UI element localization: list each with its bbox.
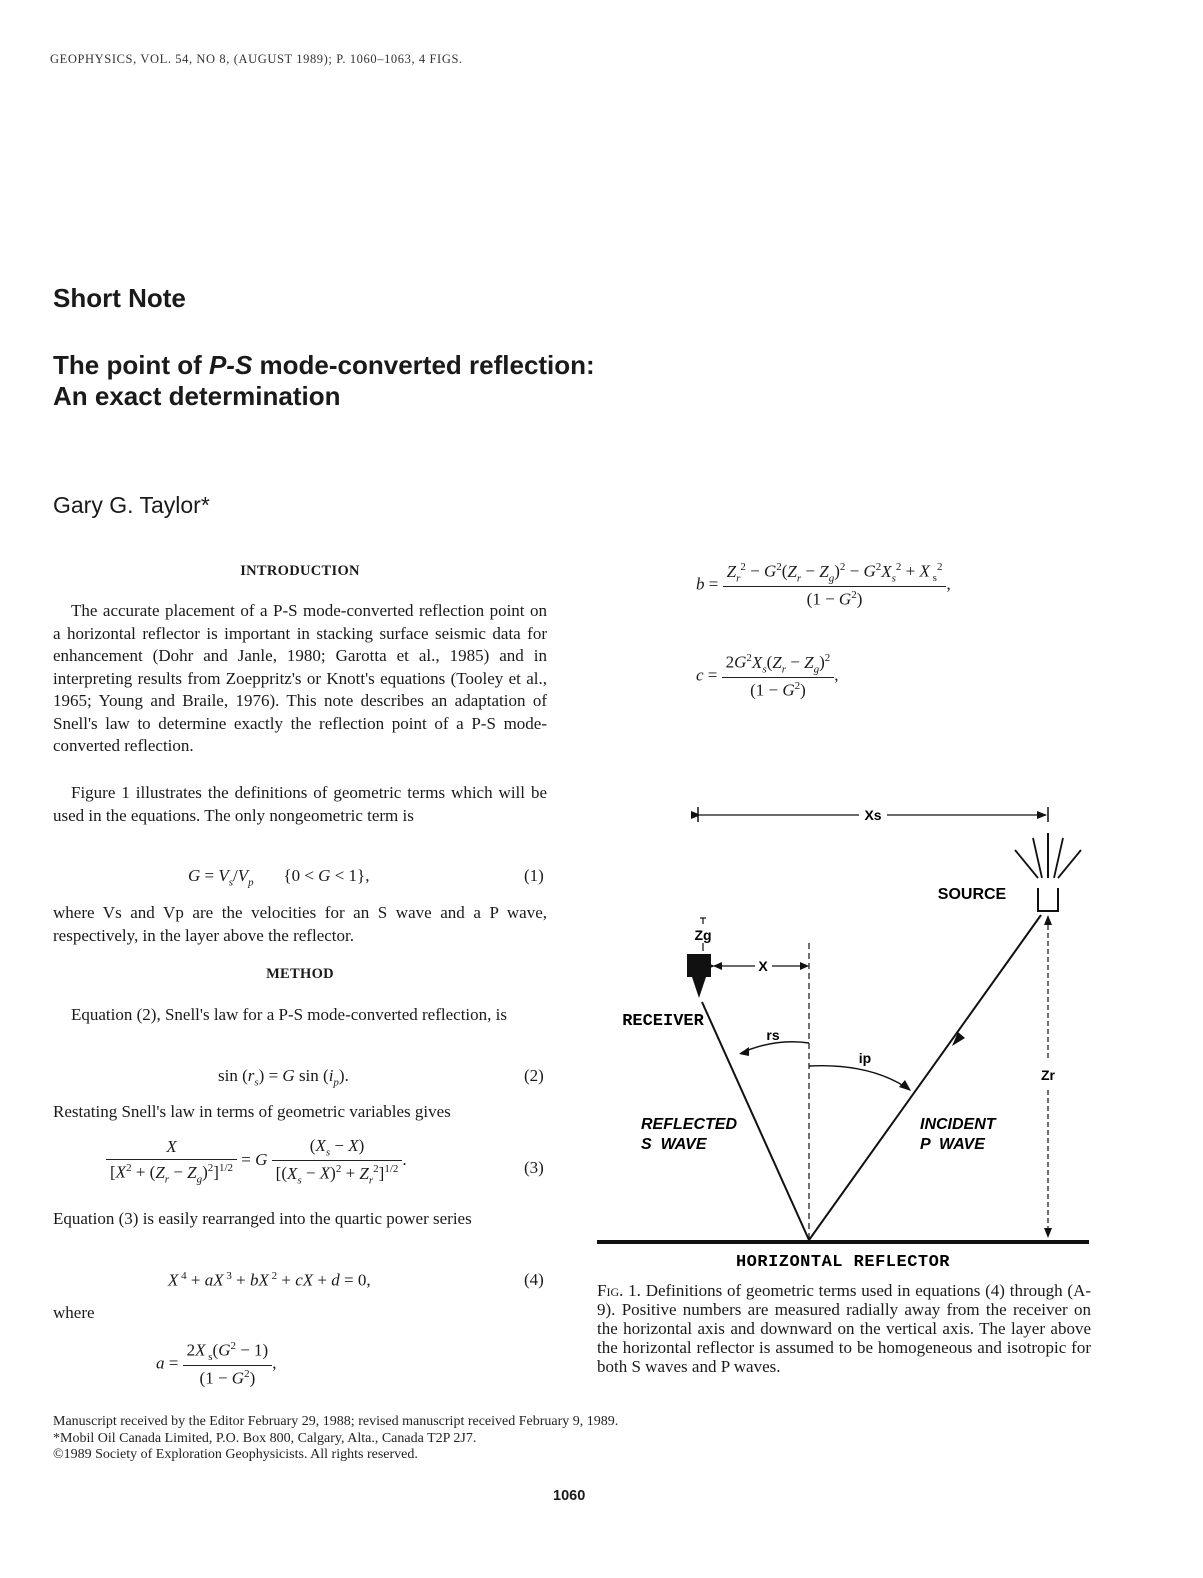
paragraph-text: Restating Snell's law in terms of geometric variables gives <box>53 1102 451 1121</box>
journal-header: GEOPHYSICS, VOL. 54, NO 8, (AUGUST 1989); P. 1060–1063, 4 FIGS. <box>50 52 463 66</box>
intro-paragraph-1 <box>53 600 547 755</box>
zr-label: Zr <box>1041 1067 1055 1083</box>
author: Gary G. Taylor* <box>53 492 210 518</box>
zg-label: Zg <box>694 927 712 943</box>
source-icon <box>1015 833 1081 911</box>
xs-label: Xs <box>864 807 882 823</box>
reflected-label-2: S WAVE <box>641 1136 707 1153</box>
equation-3-number: (3) <box>524 1158 544 1177</box>
ip-label: ip <box>858 1050 872 1066</box>
paragraph-text: The accurate placement of a P-S mode-converted reflection point on a horizontal reflector is important in stacking surface seismic data for enhancement (Dohr and Janle, 1980; Garotta et al., 1985) and in interpreting results from Zoeppritz's or Knott's equations (Tooley et al., 1965; Young and Braile, 1976). This note describes an adaptation of Snell's law to determine exactly the reflection point of a P-S mode-converted reflection. <box>53 601 547 755</box>
xs-dimension <box>698 807 1048 823</box>
equation-a: a = $\frac{2X _s(G^2 - 1)}{(1 - G^2)}$ , <box>156 1340 277 1388</box>
reflector-label: HORIZONTAL REFLECTOR <box>735 1253 951 1272</box>
horizontal-reflector-line <box>597 1240 1089 1244</box>
caption-label: Fig. 1. <box>597 1281 641 1300</box>
article-title <box>53 350 595 412</box>
equation-b: b = $\frac{Z_r^2 - G^2(Z_r - Z_g)^2 - G^2X_s^2 + X _s^2}{(1 - G^2)}$ , <box>696 561 951 609</box>
reflected-label-1: REFLECTED <box>641 1116 737 1133</box>
equation-2-number: (2) <box>524 1066 544 1085</box>
figure-caption <box>597 1281 1091 1376</box>
x-label: X <box>758 958 768 974</box>
incident-label-1: INCIDENT <box>920 1116 996 1133</box>
page-number: 1060 <box>553 1488 586 1504</box>
rs-label: rs <box>766 1027 780 1043</box>
equation-1-number: (1) <box>524 866 544 885</box>
title-part: The point of <box>53 350 209 380</box>
receiver-label: RECEIVER <box>622 1012 704 1031</box>
paragraph-text: Equation (2), Snell's law for a P-S mode-converted reflection, is <box>71 1005 507 1024</box>
introduction-heading: INTRODUCTION <box>240 563 360 579</box>
ip-arc <box>809 1066 907 1088</box>
incident-p-ray <box>809 915 1041 1240</box>
paragraph-text: Equation (3) is easily rearranged into the quartic power series <box>53 1209 472 1228</box>
equation-4-number: (4) <box>524 1270 544 1289</box>
footnote-line: ©1989 Society of Exploration Geophysicists. All rights reserved. <box>53 1447 418 1462</box>
intro-paragraph-2 <box>53 782 547 827</box>
x-dimension <box>713 958 809 974</box>
zr-dimension <box>1041 915 1056 1238</box>
method-paragraph-3 <box>53 1208 547 1231</box>
caption-text: Definitions of geometric terms used in equations (4) through (A-9). Positive numbers are measured radially away from the receiver on the horizontal axis and downward on the vertical axis. The layer above the horizontal reflector is assumed to be homogeneous and isotropic for both S waves and P waves. <box>597 1281 1092 1376</box>
rs-arc <box>741 1042 809 1053</box>
footnote-line: *Mobil Oil Canada Limited, P.O. Box 800, Calgary, Alta., Canada T2P 2J7. <box>53 1430 477 1446</box>
footnotes <box>53 1414 618 1464</box>
equation-3: $\frac{X}{[X^2 + (Z_r - Z_g)^2]^{1/2}}$ = G $\frac{(X_s - X)}{[(X_s - X)^2 + Z_r^2]^{1/2}}$ . <box>106 1136 407 1186</box>
figure-1-diagram <box>595 770 1095 1275</box>
equation-c: c = $\frac{2G^2X_s(Z_r - Z_g)^2}{(1 - G^2)}$ , <box>696 652 839 700</box>
method-heading: METHOD <box>266 966 334 982</box>
paragraph-text: where Vs and Vp are the velocities for an S wave and a P wave, respectively, in the layer above the reflector. <box>53 903 547 945</box>
title-part: mode-converted reflection: <box>252 350 595 380</box>
title-line-2: An exact determination <box>53 381 341 411</box>
section-label: Short Note <box>53 283 186 313</box>
equation-2: $\sin (r_s) = G$ $\sin (i_p)$. <box>218 1066 349 1089</box>
after-eq1-paragraph <box>53 902 547 947</box>
where-label: where <box>53 1303 95 1322</box>
source-label: SOURCE <box>937 886 1007 903</box>
incident-label-2: P WAVE <box>920 1136 985 1153</box>
receiver-icon <box>687 954 711 998</box>
paragraph-text: Figure 1 illustrates the definitions of geometric terms which will be used in the equations. The only nongeometric term is <box>53 783 547 825</box>
equation-1: $G = V_s/V_p$ {0 < G < 1}, <box>188 866 370 889</box>
title-italic: P-S <box>208 350 253 380</box>
equation-4: X $^4$ + aX $^3$ + bX $^2$ + cX + d = 0, <box>168 1270 371 1290</box>
footnote-line: Manuscript received by the Editor February 29, 1988; revised manuscript received February 9, 1989. <box>53 1414 619 1429</box>
method-paragraph-1 <box>53 1004 547 1027</box>
incident-arrowhead <box>952 1032 965 1046</box>
method-paragraph-2 <box>53 1101 547 1124</box>
zg-marker <box>694 918 711 951</box>
